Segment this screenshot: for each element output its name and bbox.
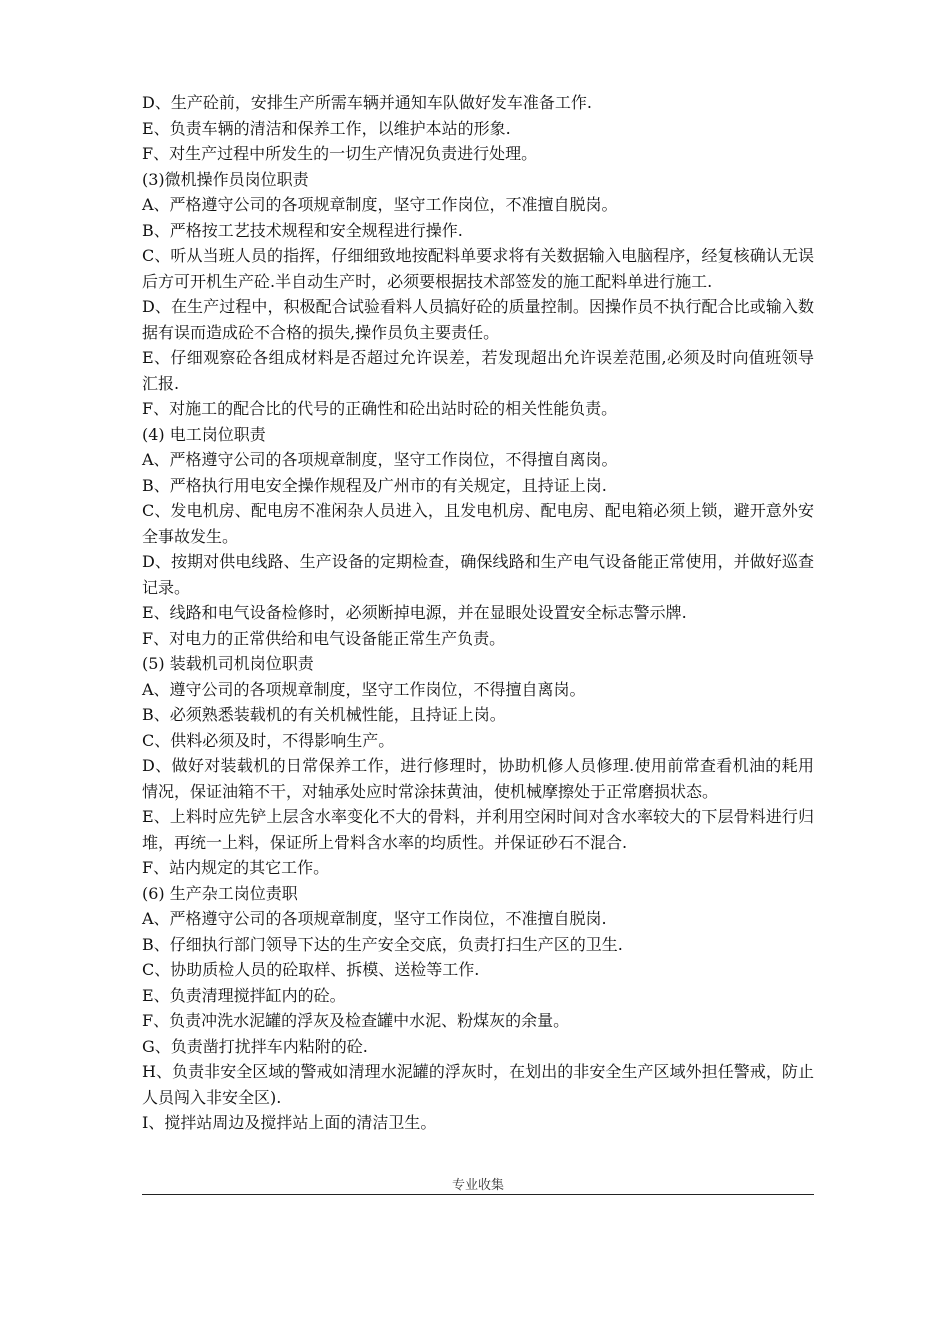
paragraph: B、必须熟悉装载机的有关机械性能，且持证上岗。 xyxy=(142,705,506,724)
paragraph: D、在生产过程中，积极配合试验看料人员搞好砼的质量控制。因操作员不执行配合比或输入数据有误而造成砼不合格的损失,操作员负主要责任。 xyxy=(142,297,814,342)
paragraph: E、负责车辆的清洁和保养工作，以维护本站的形象. xyxy=(142,118,511,138)
paragraph: H、负责非安全区域的警戒如清理水泥罐的浮灰时，在划出的非安全生产区域外担任警戒，防止人员闯入非安全区). xyxy=(142,1062,814,1107)
section-heading: (6) 生产杂工岗位责职 xyxy=(142,883,298,903)
paragraph: F、负责冲洗水泥罐的浮灰及检查罐中水泥、粉煤灰的余量。 xyxy=(142,1011,570,1030)
paragraph: E、负责清理搅拌缸内的砼。 xyxy=(142,985,346,1005)
paragraph: C、协助质检人员的砼取样、拆模、送检等工作. xyxy=(142,960,480,979)
paragraph: A、遵守公司的各项规章制度，坚守工作岗位，不得擅自离岗。 xyxy=(142,679,586,699)
paragraph: F、站内规定的其它工作。 xyxy=(142,858,330,877)
footer-divider xyxy=(142,1194,814,1195)
paragraph: D、做好对装载机的日常保养工作，进行修理时，协助机修人员修理.使用前常查看机油的耗用情况，保证油箱不干，对轴承处应时常涂抹黄油，使机械摩擦处于正常磨损状态。 xyxy=(142,756,814,801)
paragraph: F、对电力的正常供给和电气设备能正常生产负责。 xyxy=(142,628,506,648)
paragraph: C、发电机房、配电房不准闲杂人员进入，且发电机房、配电房、配电箱必须上锁，避开意外安全事故发生。 xyxy=(142,501,814,546)
section-heading: (3)微机操作员岗位职责 xyxy=(142,169,309,189)
paragraph: E、仔细观察砼各组成材料是否超过允许误差，若发现超出允许误差范围,必须及时向值班领导汇报. xyxy=(142,348,814,393)
paragraph: I、搅拌站周边及搅拌站上面的清洁卫生。 xyxy=(142,1113,437,1132)
paragraph: F、对施工的配合比的代号的正确性和砼出站时砼的相关性能负责。 xyxy=(142,399,618,418)
paragraph: C、听从当班人员的指挥，仔细细致地按配料单要求将有关数据输入电脑程序，经复核确认无误后方可开机生产砼.半自动生产时，必须要根据技术部签发的施工配料单进行施工. xyxy=(142,246,814,291)
paragraph: B、仔细执行部门领导下达的生产安全交底，负责打扫生产区的卫生. xyxy=(142,934,623,954)
paragraph: A、严格遵守公司的各项规章制度，坚守工作岗位，不准擅自脱岗. xyxy=(142,909,607,928)
paragraph: C、供料必须及时，不得影响生产。 xyxy=(142,730,395,750)
paragraph: A、严格遵守公司的各项规章制度，坚守工作岗位，不得擅自离岗。 xyxy=(142,450,618,469)
document-body xyxy=(142,90,814,1136)
footer-text: 专业收集 xyxy=(451,1178,504,1193)
paragraph: A、严格遵守公司的各项规章制度，坚守工作岗位，不准擅自脱岗。 xyxy=(142,195,618,214)
paragraph: G、负责凿打扰拌车内粘附的砼. xyxy=(142,1036,368,1056)
page-footer xyxy=(142,1178,814,1195)
section-heading: (5) 装载机司机岗位职责 xyxy=(142,654,314,673)
section-heading: (4) 电工岗位职责 xyxy=(142,424,266,444)
paragraph: D、生产砼前，安排生产所需车辆并通知车队做好发车准备工作. xyxy=(142,93,592,112)
paragraph: E、线路和电气设备检修时，必须断掉电源，并在显眼处设置安全标志警示牌. xyxy=(142,603,687,622)
paragraph: B、严格按工艺技术规程和安全规程进行操作. xyxy=(142,220,463,240)
paragraph: E、上料时应先铲上层含水率变化不大的骨料，并利用空闲时间对含水率较大的下层骨料进行归堆，再统一上料，保证所上骨料含水率的均质性。并保证砂石不混合. xyxy=(142,807,814,852)
paragraph: D、按期对供电线路、生产设备的定期检查，确保线路和生产电气设备能正常使用，并做好巡查记录。 xyxy=(142,552,814,597)
paragraph: B、严格执行用电安全操作规程及广州市的有关规定，且持证上岗. xyxy=(142,475,607,495)
paragraph: F、对生产过程中所发生的一切生产情况负责进行处理。 xyxy=(142,144,538,163)
